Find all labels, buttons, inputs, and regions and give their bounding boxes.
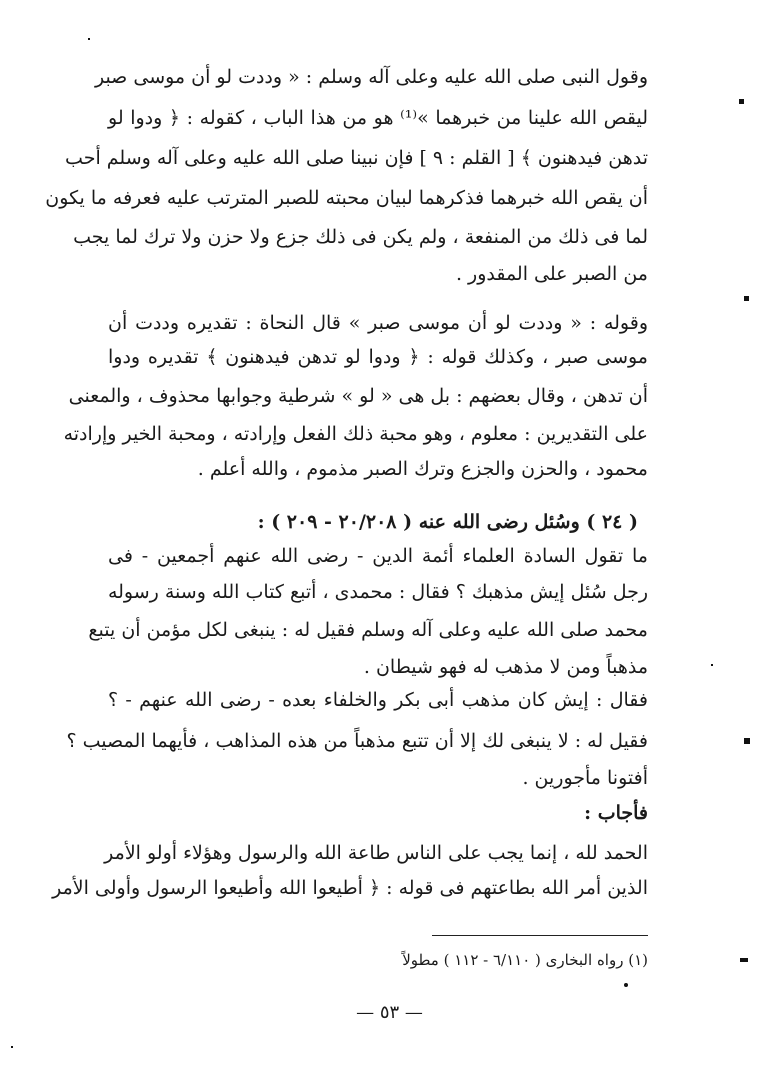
text-line: فقيل له : لا ينبغى لك إلا أن تتبع مذهباً من هذه المذاهب ، فأيهما المصيب ؟: [66, 730, 648, 752]
text-line: وقول النبى صلى الله عليه وعلى آله وسلم : « وددت لو أن موسى صبر: [94, 66, 648, 88]
answer-label: فأجاب :: [584, 802, 648, 824]
margin-mark: [624, 983, 628, 987]
text-line: ما تقول السادة العلماء أئمة الدين - رضى الله عنهم أجمعين - فى: [108, 545, 648, 567]
text-line: فقال : إيش كان مذهب أبى بكر والخلفاء بعده - رضى الله عنهم - ؟: [108, 689, 648, 711]
text-line: من الصبر على المقدور .: [455, 263, 648, 285]
section-heading: ( ٢٤ ) وسُئل رضى الله عنه ( ٢٠/٢٠٨ - ٢٠٩ ) :: [257, 511, 638, 533]
margin-mark: [744, 738, 750, 744]
text-line: مذهباً ومن لا مذهب له فهو شيطان .: [363, 656, 648, 678]
text-line: أن تدهن ، وقال بعضهم : بل هى « لو » شرطية وجوابها محذوف ، والمعنى: [68, 385, 648, 407]
margin-mark: [711, 664, 713, 666]
text-line: أن يقص الله خبرهما فذكرهما لبيان محبته للصبر المترتب عليه فعرفه ما يكون: [45, 187, 648, 209]
text-line: وقوله : « وددت لو أن موسى صبر » قال النحاة : تقديره وددت أن: [108, 312, 648, 334]
text-line: على التقديرين : معلوم ، وهو محبة ذلك الفعل وإرادته ، ومحبة الخير وإرادته: [63, 423, 648, 445]
margin-mark: [739, 99, 744, 104]
margin-mark: [740, 958, 748, 962]
text-line: محمود ، والحزن والجزع وترك الصبر مذموم ، والله أعلم .: [197, 458, 648, 480]
footnote: (١) رواه البخارى ( ٦/١١٠ - ١١٢ ) مطولاً: [402, 951, 648, 969]
margin-mark: [88, 38, 90, 40]
footnote-rule: [432, 935, 648, 936]
text-line: الذين أمر الله بطاعتهم فى قوله : ﴿ أطيعوا الله وأطيعوا الرسول وأولى الأمر: [52, 877, 648, 899]
margin-mark: [11, 1046, 13, 1048]
text-line: ليقص الله علينا من خبرهما »⁽¹⁾ هو من هذا الباب ، كقوله : ﴿ ودوا لو: [108, 107, 648, 129]
text-line: رجل سُئل إيش مذهبك ؟ فقال : محمدى ، أتبع كتاب الله وسنة رسوله: [107, 581, 648, 603]
text-line: أفتونا مأجورين .: [522, 767, 648, 789]
text-line: تدهن فيدهنون ﴾ [ القلم : ٩ ] فإن نبينا صلى الله عليه وعلى آله وسلم أحب: [65, 147, 648, 169]
page-number: — ٥٣ —: [356, 1002, 423, 1023]
margin-mark: [744, 296, 749, 301]
text-line: لما فى ذلك من المنفعة ، ولم يكن فى ذلك جزع ولا حزن ولا ترك لما يجب: [73, 226, 648, 248]
text-line: موسى صبر ، وكذلك قوله : ﴿ ودوا لو تدهن فيدهنون ﴾ تقديره ودوا: [108, 346, 648, 368]
text-line: محمد صلى الله عليه وعلى آله وسلم فقيل له : ينبغى لكل مؤمن أن يتبع: [88, 619, 648, 641]
text-line: الحمد لله ، إنما يجب على الناس طاعة الله والرسول وهؤلاء أولو الأمر: [104, 842, 648, 864]
